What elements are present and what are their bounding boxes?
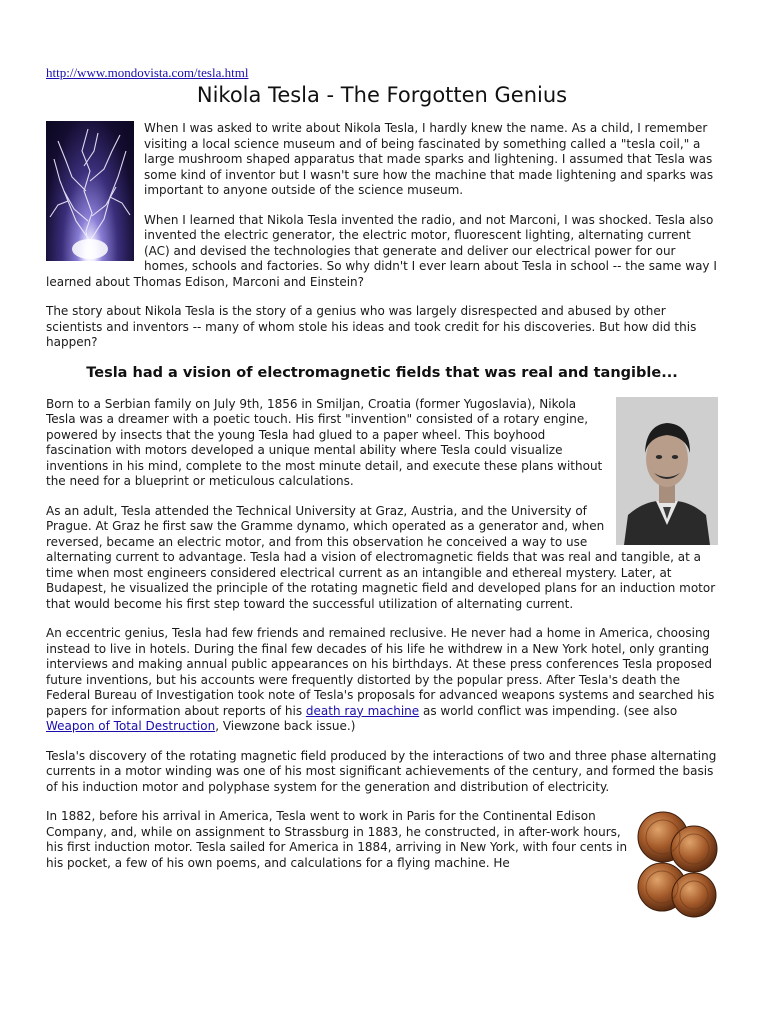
death-ray-machine-link[interactable]: death ray machine — [305, 703, 420, 718]
lightning-icon — [46, 121, 134, 261]
weapon-of-total-destruction-link[interactable]: Weapon of Total Destruction — [46, 719, 216, 733]
coins-icon — [636, 809, 718, 921]
paragraph-biography-education: As an adult, Tesla attended the Technical University at Graz, Austria, and the University of Prague. At Graz he first saw the Gramme dynamo, which operated as a generator and, when reversed, became an electric motor, and from this observation he conceived a way to use alternating current to advantage. Tesla had a vision of electromagnetic fields that was real and tangible, at a time when most engineers considered electrical current as an intangible and ethereal mystery. Later, at Budapest, he visualized the principle of the rotating magnetic field and developed plans for an induction motor that would become his first step toward the successful utilization of alternating current. — [46, 503, 716, 611]
paragraph-rotating-field: Tesla's discovery of the rotating magnetic field produced by the interactions of two and three phase alternating currents in a motor winding was one of his most significant achievements of the century, and formed the basis of his induction motor and polyphase system for the generation and distribution of electricity. — [46, 748, 717, 794]
paragraph-eccentric-genius — [46, 626, 718, 735]
coins-image — [636, 809, 718, 921]
page-title: Nikola Tesla - The Forgotten Genius — [196, 83, 568, 107]
paragraph-intro-1: When I was asked to write about Nikola Tesla, I hardly knew the name. As a child, I remember visiting a local science museum and of being fascinated by something called a "tesla coil," a large mushroom shaped apparatus that made sparks and lightening. I assumed that Tesla was some kind of inventor but I wasn't sure how the machine that made lightening and sparks was important to anyone outside of the science museum. — [144, 121, 714, 197]
paragraph-arrival-america: In 1882, before his arrival in America, Tesla went to work in Paris for the Continental Edison Company, and, while on assignment to Strassburg in 1883, he constructed, in after-work hours, his first induction motor. Tesla sailed for America in 1884, arriving in New York, with four cents in his pocket, a few of his own poems, and calculations for a flying machine. He — [46, 809, 628, 870]
paragraph-biography-early: Born to a Serbian family on July 9th, 1856 in Smiljan, Croatia (former Yugoslavia), Nikola Tesla was a dreamer with a poetic touch. His first "invention" consisted of a rotary engine, powered by insects that the young Tesla had glued to a paper wheel. This boyhood fascination with motors developed a unique mental ability where Tesla could visualize inventions in his mind, complete to the most minute detail, and execute these plans without the need for a blueprint or meticulous calculations. — [46, 396, 603, 488]
paragraph-intro-2: When I learned that Nikola Tesla invented the radio, and not Marconi, I was shocked. Tesla also invented the electric generator, the electric motor, fluorescent lighting, alternating current (AC) and devised the technologies that generate and deliver our electrical power for our homes, schools and factories. So why didn't I ever learn about Tesla in school -- the same way I learned about Thomas Edison, Marconi and Einstein? — [46, 212, 717, 289]
paragraph-text-part: as world conflict was impending. (see also — [419, 703, 678, 718]
paragraph-text-part: An eccentric genius, Tesla had few friends and remained reclusive. He never had a home in America, choosing instead to live in hotels. During the final few decades of his life he withdrew in a New York hotel, only granting interviews and making annual public appearances on his birthdays. At these press conferences Tesla proposed future inventions, but his accounts were frequently distorted by the popular press. After Tesla's death the Federal Bureau of Investigation took note of Tesla's proposals for advanced weapons systems and searched his papers for information about reports of his — [46, 626, 715, 718]
tesla-portrait-image — [616, 397, 718, 545]
page — [46, 62, 718, 925]
paragraph-text-part: , Viewzone back issue.) — [215, 719, 356, 733]
source-url-link[interactable]: http://www.mondovista.com/tesla.html — [46, 65, 249, 80]
tesla-coil-image — [46, 121, 134, 261]
portrait-icon — [616, 397, 718, 545]
section-subheading: Tesla had a vision of electromagnetic fields that was real and tangible... — [86, 364, 678, 381]
paragraph-intro-3: The story about Nikola Tesla is the story of a genius who was largely disrespected and abused by other scientists and inventors -- many of whom stole his ideas and took credit for his discoveries. But how did this happen? — [46, 304, 697, 349]
